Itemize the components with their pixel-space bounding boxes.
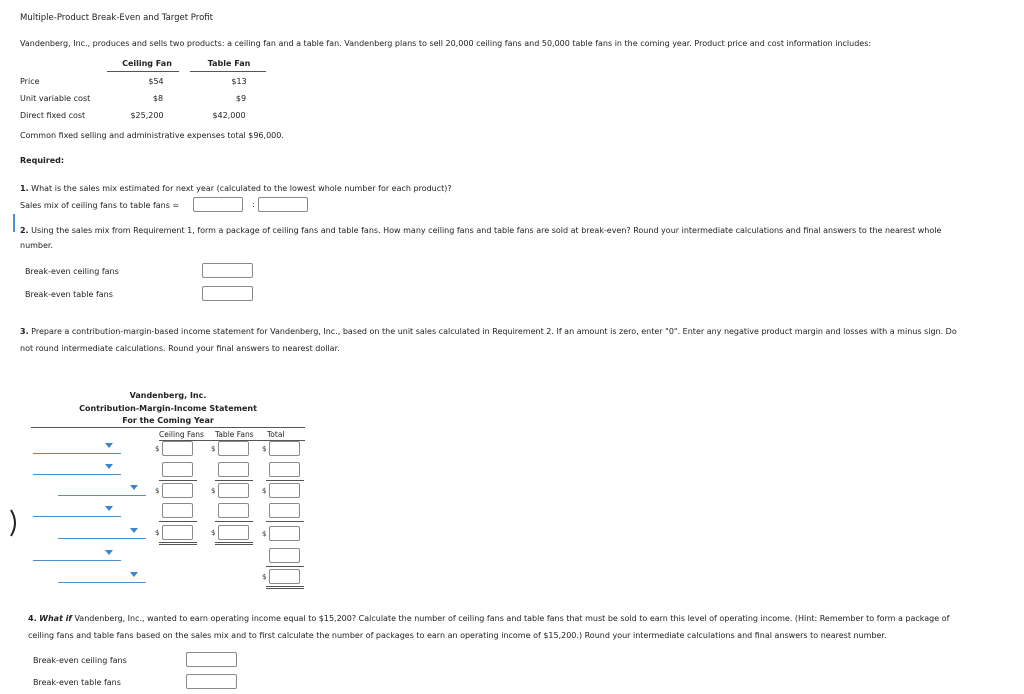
chevron-down-icon [130, 485, 138, 490]
subtotal-rule [159, 480, 197, 481]
statement-header-rule [31, 427, 305, 428]
q4-text [28, 614, 949, 623]
info-header-rule-table [190, 71, 266, 72]
statement-row-label-dropdown[interactable] [33, 441, 121, 454]
intro-text: Vandenberg, Inc., produces and sells two products: a ceiling fan and a table fan. Vandenberg plans to sell 20,000 ceiling fans and 50,000 table fans in the coming year. Product price and cost information includes: [20, 39, 872, 48]
statement-col-ceiling: Ceiling Fans [159, 430, 204, 439]
table-fans-amount-input[interactable] [218, 462, 249, 477]
info-row-label: Price [20, 77, 40, 86]
q4-number: 4. [28, 614, 37, 623]
table-fans-amount-input[interactable] [218, 441, 249, 456]
dollar-sign: $ [155, 529, 160, 537]
sales-mix-ceiling-input[interactable] [193, 197, 243, 212]
double-rule [159, 542, 197, 545]
subtotal-rule [266, 480, 304, 481]
required-heading: Required: [20, 156, 65, 165]
chevron-down-icon [105, 443, 113, 448]
q3-number: 3. [20, 327, 29, 336]
statement-col-table: Table Fans [215, 430, 254, 439]
statement-row-label-dropdown[interactable] [33, 504, 121, 517]
q1-question: What is the sales mix estimated for next year (calculated to the lowest whole number for each product)? [31, 184, 452, 193]
dollar-sign: $ [262, 573, 267, 581]
table-fans-amount-input[interactable] [218, 503, 249, 518]
q4-text-cont: ceiling fans and table fans based on the sales mix and to first calculate the number of packages to earn an operating income of $15,200.) Round your intermediate calculations and final answers to nearest number. [28, 631, 887, 640]
total-amount-input[interactable] [269, 483, 300, 498]
info-row-ceiling: $25,200 [130, 111, 164, 120]
statement-row-label-dropdown[interactable] [33, 548, 121, 561]
info-col-table: Table Fan [207, 59, 251, 68]
q4-table-fans-input[interactable] [186, 674, 237, 689]
subtotal-rule [266, 566, 304, 567]
double-rule [215, 542, 253, 545]
ceiling-fans-amount-input[interactable] [162, 525, 193, 540]
page-title: Multiple-Product Break-Even and Target Profit [20, 13, 213, 23]
q1-text [20, 184, 452, 193]
subtotal-rule [159, 521, 197, 522]
sales-mix-colon: : [252, 200, 255, 209]
info-header-rule-ceiling [107, 71, 179, 72]
dollar-sign: $ [211, 529, 216, 537]
q1-number: 1. [20, 184, 29, 193]
q4-label-ceiling: Break-even ceiling fans [33, 656, 127, 665]
subtotal-rule [215, 480, 253, 481]
q2-number: 2. [20, 226, 29, 235]
total-amount-input[interactable] [269, 462, 300, 477]
double-rule [266, 586, 304, 589]
chevron-down-icon [105, 506, 113, 511]
q2-label-ceiling: Break-even ceiling fans [25, 267, 119, 276]
active-question-marker [13, 214, 15, 232]
q2-break-even-table-input[interactable] [202, 286, 253, 301]
chevron-down-icon [130, 528, 138, 533]
statement-row-label-dropdown[interactable] [58, 483, 146, 496]
q3-text-cont: not round intermediate calculations. Round your final answers to nearest dollar. [20, 344, 340, 353]
statement-row-label-dropdown[interactable] [58, 526, 146, 539]
info-row-label: Direct fixed cost [20, 111, 86, 120]
total-amount-input[interactable] [269, 569, 300, 584]
sales-mix-table-input[interactable] [258, 197, 308, 212]
info-row-table: $9 [235, 94, 247, 103]
q4-label-table: Break-even table fans [33, 678, 121, 687]
info-col-ceiling: Ceiling Fan [122, 59, 172, 68]
statement-row-label-dropdown[interactable] [33, 462, 121, 475]
q2-break-even-ceiling-input[interactable] [202, 263, 253, 278]
info-row-table: $13 [231, 77, 247, 86]
subtotal-rule [266, 521, 304, 522]
q2-text-cont: number. [20, 241, 54, 250]
ceiling-fans-amount-input[interactable] [162, 503, 193, 518]
dollar-sign: $ [155, 445, 160, 453]
q3-question: Prepare a contribution-margin-based income statement for Vandenberg, Inc., based on the unit sales calculated in Requirement 2. If an amount is zero, enter "0". Enter any negative product margin and losses with a minus sign. Do [31, 327, 957, 336]
table-fans-amount-input[interactable] [218, 525, 249, 540]
table-fans-amount-input[interactable] [218, 483, 249, 498]
dollar-sign: $ [262, 487, 267, 495]
statement-col-total: Total [267, 430, 285, 439]
total-amount-input[interactable] [269, 441, 300, 456]
statement-row-label-dropdown[interactable] [58, 570, 146, 583]
total-amount-input[interactable] [269, 548, 300, 563]
ceiling-fans-amount-input[interactable] [162, 441, 193, 456]
chevron-down-icon [130, 572, 138, 577]
q2-label-table: Break-even table fans [25, 290, 113, 299]
statement-company: Vandenberg, Inc. [129, 391, 207, 400]
chevron-down-icon [105, 550, 113, 555]
dollar-sign: $ [262, 530, 267, 538]
info-row-ceiling: $54 [148, 77, 164, 86]
dollar-sign: $ [155, 487, 160, 495]
info-row-label: Unit variable cost [20, 94, 91, 103]
ceiling-fans-amount-input[interactable] [162, 462, 193, 477]
q4-question: Vandenberg, Inc., wanted to earn operating income equal to $15,200? Calculate the number of ceiling fans and table fans that must be sold to earn this level of operating income. (Hint: Remember to form a package of [74, 614, 950, 623]
q2-text [20, 226, 941, 235]
q4-what-if: What if [39, 614, 72, 623]
dollar-sign: $ [262, 445, 267, 453]
q3-text [20, 327, 957, 336]
left-paren-handle-icon[interactable] [8, 508, 20, 538]
q4-ceiling-fans-input[interactable] [186, 652, 237, 667]
q2-question: Using the sales mix from Requirement 1, form a package of ceiling fans and table fans. How many ceiling fans and table fans are sold at break-even? Round your intermediate calculations and final answers to the nearest whole [31, 226, 942, 235]
chevron-down-icon [105, 464, 113, 469]
statement-name: Contribution-Margin-Income Statement [79, 404, 257, 413]
total-amount-input[interactable] [269, 503, 300, 518]
subtotal-rule [215, 521, 253, 522]
total-amount-input[interactable] [269, 526, 300, 541]
info-row-table: $42,000 [212, 111, 246, 120]
dollar-sign: $ [211, 487, 216, 495]
statement-period: For the Coming Year [122, 416, 214, 425]
ceiling-fans-amount-input[interactable] [162, 483, 193, 498]
dollar-sign: $ [211, 445, 216, 453]
q1-label: Sales mix of ceiling fans to table fans = [20, 201, 180, 210]
common-fixed-text: Common fixed selling and administrative expenses total $96,000. [20, 131, 284, 140]
info-row-ceiling: $8 [152, 94, 164, 103]
